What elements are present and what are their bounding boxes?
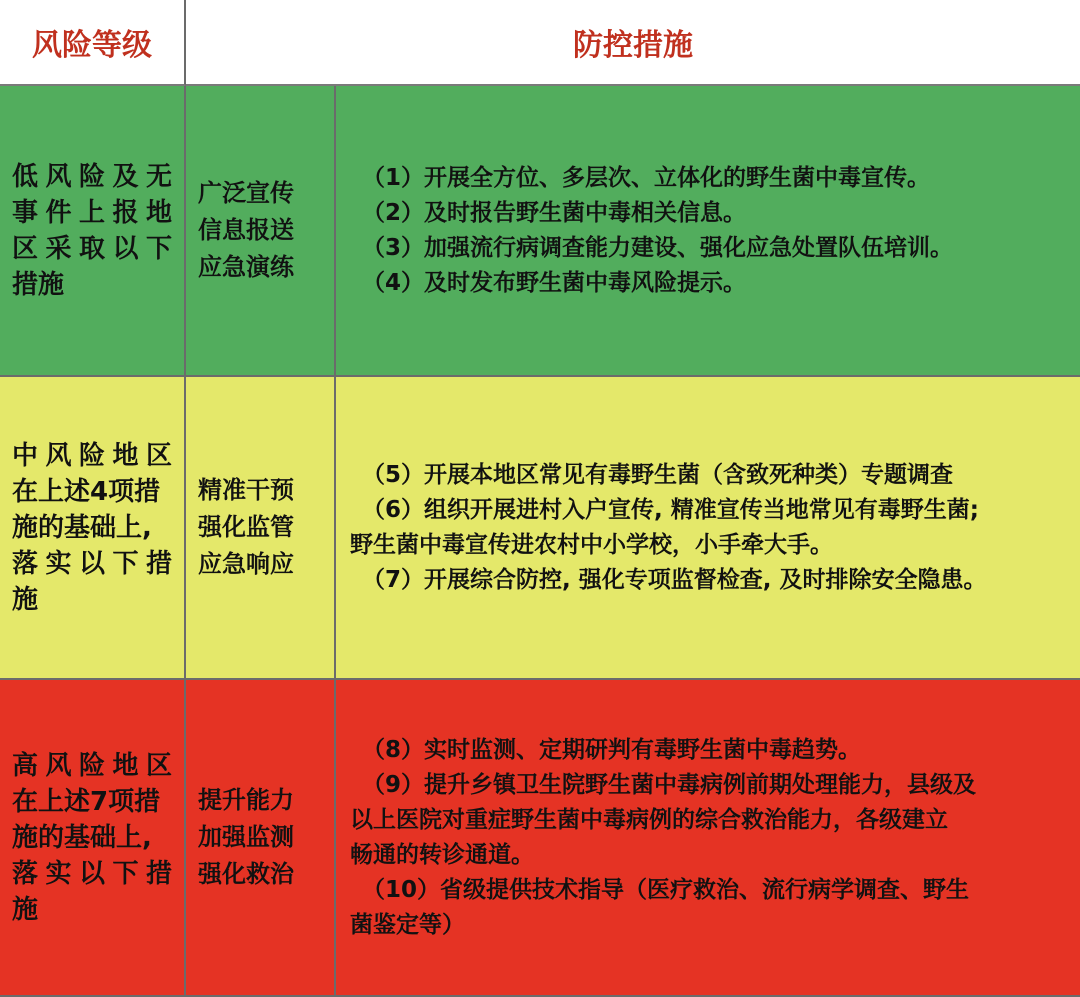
header-measures — [186, 0, 1080, 86]
header-risk-level-label: 风险等级 — [32, 28, 152, 63]
low-risk-level-line: 措施 — [12, 269, 65, 300]
medium-risk-level-line: 在上述4项措 — [12, 476, 161, 507]
medium-risk-measure-line: （6）组织开展进村入户宣传, 精准宣传当地常见有毒野生菌; — [362, 496, 979, 523]
high-risk-measure-line: 菌鉴定等） — [350, 911, 465, 938]
medium-risk-level-line: 中风险地区 — [12, 440, 172, 471]
low-risk-level-line: 事件上报地 — [12, 197, 172, 228]
low-risk-level-cell — [0, 86, 186, 377]
high-risk-measure-line: 以上医院对重症野生菌中毒病例的综合救治能力，各级建立 — [350, 806, 948, 833]
header-risk-level — [0, 0, 186, 86]
high-risk-measure-line: 畅通的转诊通道。 — [350, 841, 534, 868]
medium-risk-level-line: 落实以下措 — [12, 548, 172, 579]
medium-risk-level-cell — [0, 377, 186, 680]
high-risk-focus-cell — [186, 680, 336, 997]
high-risk-level-line: 施 — [12, 894, 39, 925]
medium-risk-focus-cell — [186, 377, 336, 680]
high-risk-focus-line: 加强监测 — [198, 823, 294, 851]
low-risk-focus-line: 应急演练 — [198, 253, 294, 281]
low-risk-level-line: 区采取以下 — [12, 233, 172, 264]
high-risk-focus-line: 强化救治 — [198, 860, 294, 888]
high-risk-level-line: 高风险地区 — [12, 750, 172, 781]
low-risk-measures-cell — [336, 86, 1080, 377]
low-risk-measure-line: （1）开展全方位、多层次、立体化的野生菌中毒宣传。 — [362, 164, 931, 191]
header-measures-label: 防控措施 — [573, 28, 693, 63]
high-risk-measure-line: （8）实时监测、定期研判有毒野生菌中毒趋势。 — [362, 736, 862, 763]
medium-risk-focus-line: 精准干预 — [198, 476, 294, 504]
medium-risk-measures-cell — [336, 377, 1080, 680]
medium-risk-measure-line: （5）开展本地区常见有毒野生菌（含致死种类）专题调查 — [362, 461, 954, 488]
medium-risk-level-line: 施 — [12, 584, 39, 615]
medium-risk-focus-line: 强化监管 — [198, 513, 294, 541]
low-risk-measure-line: （3）加强流行病调查能力建设、强化应急处置队伍培训。 — [362, 234, 954, 261]
high-risk-level-line: 落实以下措 — [12, 858, 172, 889]
high-risk-level-cell — [0, 680, 186, 997]
high-risk-measure-line: （10）省级提供技术指导（医疗救治、流行病学调查、野生 — [362, 876, 970, 903]
medium-risk-measure-line: （7）开展综合防控, 强化专项监督检查, 及时排除安全隐患。 — [362, 566, 987, 593]
high-risk-level-line: 在上述7项措 — [12, 786, 161, 817]
low-risk-focus-cell — [186, 86, 336, 377]
high-risk-level-line: 施的基础上, — [12, 822, 152, 853]
medium-risk-measure-line: 野生菌中毒宣传进农村中小学校，小手牵大手。 — [350, 531, 833, 558]
low-risk-measure-line: （4）及时发布野生菌中毒风险提示。 — [362, 269, 747, 296]
high-risk-measure-line: （9）提升乡镇卫生院野生菌中毒病例前期处理能力，县级及 — [362, 771, 977, 798]
medium-risk-focus-line: 应急响应 — [198, 550, 294, 578]
low-risk-focus-line: 广泛宣传 — [198, 179, 294, 207]
low-risk-focus-line: 信息报送 — [198, 216, 294, 244]
high-risk-measures-cell — [336, 680, 1080, 997]
low-risk-measure-line: （2）及时报告野生菌中毒相关信息。 — [362, 199, 747, 226]
low-risk-level-line: 低风险及无 — [12, 161, 172, 192]
high-risk-focus-line: 提升能力 — [198, 786, 294, 814]
medium-risk-level-line: 施的基础上, — [12, 512, 152, 543]
